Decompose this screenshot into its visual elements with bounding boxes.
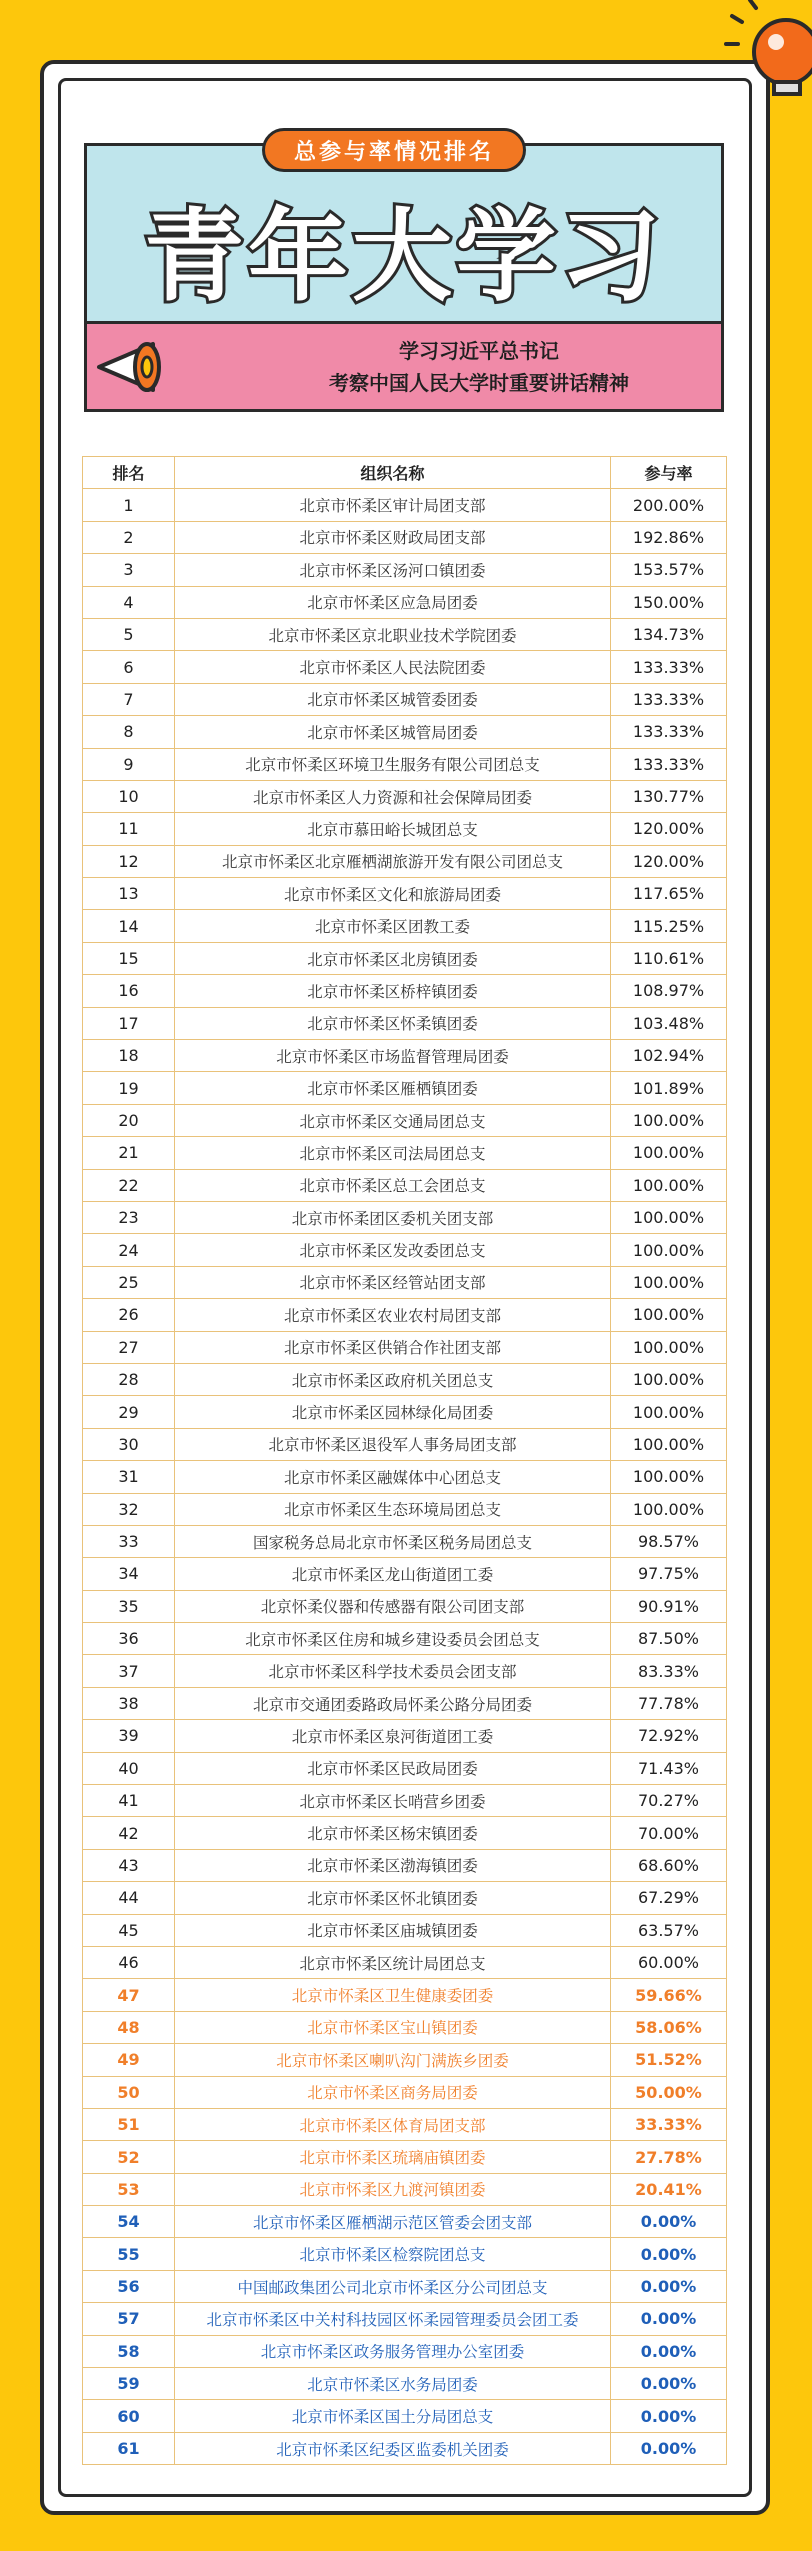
rank-cell: 47	[83, 1979, 175, 2011]
rate-cell: 0.00%	[611, 2206, 727, 2238]
org-cell: 北京市怀柔区人力资源和社会保障局团委	[175, 780, 611, 812]
rate-cell: 83.33%	[611, 1655, 727, 1687]
rate-cell: 100.00%	[611, 1331, 727, 1363]
org-cell: 北京市怀柔区渤海镇团委	[175, 1849, 611, 1881]
org-cell: 北京怀柔仪器和传感器有限公司团支部	[175, 1590, 611, 1622]
rate-cell: 200.00%	[611, 489, 727, 521]
rate-cell: 101.89%	[611, 1072, 727, 1104]
rank-cell: 1	[83, 489, 175, 521]
subtitle-line-2: 考察中国人民大学时重要讲话精神	[329, 370, 629, 395]
org-cell: 北京市怀柔区人民法院团委	[175, 651, 611, 683]
rank-cell: 53	[83, 2173, 175, 2205]
speaker-icon	[93, 338, 163, 396]
table-body	[83, 489, 727, 2465]
org-cell: 北京市怀柔区民政局团委	[175, 1752, 611, 1784]
org-cell: 北京市怀柔区桥梓镇团委	[175, 975, 611, 1007]
rank-cell: 38	[83, 1687, 175, 1719]
rank-cell: 11	[83, 813, 175, 845]
org-cell: 北京市怀柔区农业农村局团支部	[175, 1299, 611, 1331]
org-cell: 北京市怀柔区纪委区监委机关团委	[175, 2432, 611, 2464]
rank-cell: 52	[83, 2141, 175, 2173]
table-row	[83, 1331, 727, 1363]
rank-cell: 42	[83, 1817, 175, 1849]
table-row	[83, 716, 727, 748]
rank-cell: 5	[83, 618, 175, 650]
org-cell: 北京市怀柔区体育局团支部	[175, 2108, 611, 2140]
table-row	[83, 586, 727, 618]
org-cell: 北京市怀柔区科学技术委员会团支部	[175, 1655, 611, 1687]
table-row	[83, 813, 727, 845]
org-cell: 北京市怀柔区供销合作社团支部	[175, 1331, 611, 1363]
org-cell: 北京市怀柔区交通局团总支	[175, 1104, 611, 1136]
rate-cell: 27.78%	[611, 2141, 727, 2173]
rate-cell: 100.00%	[611, 1299, 727, 1331]
rank-cell: 39	[83, 1720, 175, 1752]
rate-cell: 58.06%	[611, 2011, 727, 2043]
org-cell: 北京市怀柔区庙城镇团委	[175, 1914, 611, 1946]
org-cell: 北京市怀柔区检察院团总支	[175, 2238, 611, 2270]
org-cell: 北京市怀柔区融媒体中心团总支	[175, 1461, 611, 1493]
rank-cell: 48	[83, 2011, 175, 2043]
table-row	[83, 1817, 727, 1849]
table-row	[83, 2108, 727, 2140]
rate-cell: 0.00%	[611, 2400, 727, 2432]
rate-cell: 120.00%	[611, 845, 727, 877]
rank-cell: 23	[83, 1201, 175, 1233]
rate-cell: 192.86%	[611, 521, 727, 553]
rank-cell: 21	[83, 1137, 175, 1169]
table-header-row	[83, 457, 727, 489]
rank-cell: 26	[83, 1299, 175, 1331]
rank-cell: 51	[83, 2108, 175, 2140]
org-cell: 北京市怀柔区政府机关团总支	[175, 1363, 611, 1395]
subtitle-line-1: 学习习近平总书记	[399, 338, 559, 363]
rate-cell: 100.00%	[611, 1266, 727, 1298]
rank-cell: 30	[83, 1428, 175, 1460]
rate-cell: 71.43%	[611, 1752, 727, 1784]
table-row	[83, 618, 727, 650]
rank-cell: 41	[83, 1785, 175, 1817]
table-row	[83, 2270, 727, 2302]
rate-cell: 100.00%	[611, 1169, 727, 1201]
rank-cell: 24	[83, 1234, 175, 1266]
org-cell: 北京市怀柔区中关村科技园区怀柔园管理委员会团工委	[175, 2303, 611, 2335]
rank-cell: 50	[83, 2076, 175, 2108]
table-row	[83, 1882, 727, 1914]
org-cell: 北京市怀柔区杨宋镇团委	[175, 1817, 611, 1849]
rank-cell: 34	[83, 1558, 175, 1590]
org-cell: 北京市怀柔区政务服务管理办公室团委	[175, 2335, 611, 2367]
table-row	[83, 554, 727, 586]
rank-cell: 9	[83, 748, 175, 780]
org-cell: 北京市怀柔区城管委团委	[175, 683, 611, 715]
org-cell: 北京市怀柔区怀北镇团委	[175, 1882, 611, 1914]
rate-cell: 77.78%	[611, 1687, 727, 1719]
rank-cell: 29	[83, 1396, 175, 1428]
rank-cell: 40	[83, 1752, 175, 1784]
table-row	[83, 2173, 727, 2205]
table-row	[83, 2011, 727, 2043]
rank-cell: 16	[83, 975, 175, 1007]
table-row	[83, 1234, 727, 1266]
rank-cell: 35	[83, 1590, 175, 1622]
table-row	[83, 2400, 727, 2432]
ranking-table	[82, 456, 727, 2465]
org-cell: 北京市怀柔区发改委团总支	[175, 1234, 611, 1266]
org-cell: 北京市怀柔区北京雁栖湖旅游开发有限公司团总支	[175, 845, 611, 877]
table-row	[83, 1266, 727, 1298]
table-row	[83, 683, 727, 715]
org-cell: 北京市怀柔区泉河街道团工委	[175, 1720, 611, 1752]
org-cell: 北京市怀柔区生态环境局团总支	[175, 1493, 611, 1525]
rate-cell: 0.00%	[611, 2238, 727, 2270]
rank-cell: 14	[83, 910, 175, 942]
org-cell: 国家税务总局北京市怀柔区税务局团总支	[175, 1525, 611, 1557]
rank-cell: 12	[83, 845, 175, 877]
org-cell: 北京市怀柔区经管站团支部	[175, 1266, 611, 1298]
rate-cell: 70.27%	[611, 1785, 727, 1817]
table-row	[83, 2076, 727, 2108]
rate-cell: 100.00%	[611, 1201, 727, 1233]
org-cell: 北京市怀柔区怀柔镇团委	[175, 1007, 611, 1039]
rank-cell: 3	[83, 554, 175, 586]
rate-cell: 0.00%	[611, 2335, 727, 2367]
rate-cell: 102.94%	[611, 1040, 727, 1072]
rank-cell: 18	[83, 1040, 175, 1072]
org-cell: 北京市怀柔区财政局团支部	[175, 521, 611, 553]
table-row	[83, 521, 727, 553]
table-row	[83, 1720, 727, 1752]
table-row	[83, 1785, 727, 1817]
rate-cell: 134.73%	[611, 618, 727, 650]
org-cell: 北京市怀柔区汤河口镇团委	[175, 554, 611, 586]
rank-cell: 22	[83, 1169, 175, 1201]
rate-cell: 98.57%	[611, 1525, 727, 1557]
rank-cell: 44	[83, 1882, 175, 1914]
rank-cell: 58	[83, 2335, 175, 2367]
rank-cell: 8	[83, 716, 175, 748]
table-row	[83, 1040, 727, 1072]
table-row	[83, 2206, 727, 2238]
rank-cell: 25	[83, 1266, 175, 1298]
table-row	[83, 1493, 727, 1525]
table-row	[83, 748, 727, 780]
table-row	[83, 1752, 727, 1784]
table-row	[83, 2335, 727, 2367]
org-cell: 北京市怀柔区应急局团委	[175, 586, 611, 618]
ranking-pill: 总参与率情况排名	[262, 128, 526, 172]
rate-cell: 63.57%	[611, 1914, 727, 1946]
rank-cell: 17	[83, 1007, 175, 1039]
rate-cell: 153.57%	[611, 554, 727, 586]
org-cell: 北京市怀柔区团教工委	[175, 910, 611, 942]
rank-cell: 7	[83, 683, 175, 715]
rate-cell: 0.00%	[611, 2270, 727, 2302]
org-cell: 北京市怀柔区司法局团总支	[175, 1137, 611, 1169]
org-cell: 北京市怀柔区琉璃庙镇团委	[175, 2141, 611, 2173]
rank-cell: 20	[83, 1104, 175, 1136]
rank-cell: 54	[83, 2206, 175, 2238]
rate-cell: 51.52%	[611, 2044, 727, 2076]
rank-cell: 6	[83, 651, 175, 683]
org-cell: 北京市怀柔区园林绿化局团委	[175, 1396, 611, 1428]
table-row	[83, 1849, 727, 1881]
table-row	[83, 1169, 727, 1201]
org-cell: 北京市怀柔团区委机关团支部	[175, 1201, 611, 1233]
org-cell: 中国邮政集团公司北京市怀柔区分公司团总支	[175, 2270, 611, 2302]
table-row	[83, 2432, 727, 2464]
org-cell: 北京市怀柔区市场监督管理局团委	[175, 1040, 611, 1072]
org-cell: 北京市怀柔区卫生健康委团委	[175, 1979, 611, 2011]
rate-cell: 87.50%	[611, 1623, 727, 1655]
rate-cell: 133.33%	[611, 716, 727, 748]
rate-cell: 150.00%	[611, 586, 727, 618]
rate-cell: 117.65%	[611, 878, 727, 910]
rate-cell: 115.25%	[611, 910, 727, 942]
rate-cell: 68.60%	[611, 1849, 727, 1881]
rate-cell: 133.33%	[611, 683, 727, 715]
rate-cell: 108.97%	[611, 975, 727, 1007]
table-row	[83, 2141, 727, 2173]
table-row	[83, 1979, 727, 2011]
rate-cell: 100.00%	[611, 1234, 727, 1266]
table-row	[83, 2303, 727, 2335]
rate-cell: 100.00%	[611, 1137, 727, 1169]
table-row	[83, 1299, 727, 1331]
table-row	[83, 1363, 727, 1395]
org-cell: 北京市怀柔区水务局团委	[175, 2368, 611, 2400]
rank-cell: 59	[83, 2368, 175, 2400]
org-cell: 北京市怀柔区长哨营乡团委	[175, 1785, 611, 1817]
rank-cell: 36	[83, 1623, 175, 1655]
rank-cell: 57	[83, 2303, 175, 2335]
rank-cell: 37	[83, 1655, 175, 1687]
table-row	[83, 1461, 727, 1493]
main-title: 青年大学习	[144, 198, 664, 315]
rate-cell: 120.00%	[611, 813, 727, 845]
rank-cell: 46	[83, 1946, 175, 1978]
rank-cell: 10	[83, 780, 175, 812]
table-row	[83, 2044, 727, 2076]
table-row	[83, 1072, 727, 1104]
org-cell: 北京市怀柔区京北职业技术学院团委	[175, 618, 611, 650]
org-cell: 北京市怀柔区住房和城乡建设委员会团总支	[175, 1623, 611, 1655]
rate-cell: 110.61%	[611, 942, 727, 974]
org-cell: 北京市怀柔区宝山镇团委	[175, 2011, 611, 2043]
table-row	[83, 1525, 727, 1557]
rank-cell: 31	[83, 1461, 175, 1493]
rate-cell: 0.00%	[611, 2303, 727, 2335]
subtitle-text	[237, 324, 721, 409]
table-row	[83, 1007, 727, 1039]
column-header-rank: 排名	[83, 457, 175, 489]
table-row	[83, 1946, 727, 1978]
rank-cell: 28	[83, 1363, 175, 1395]
org-cell: 北京市怀柔区总工会团总支	[175, 1169, 611, 1201]
rank-cell: 45	[83, 1914, 175, 1946]
rate-cell: 20.41%	[611, 2173, 727, 2205]
org-cell: 北京市怀柔区商务局团委	[175, 2076, 611, 2108]
rank-cell: 19	[83, 1072, 175, 1104]
table-row	[83, 1428, 727, 1460]
rank-cell: 2	[83, 521, 175, 553]
table-row	[83, 1558, 727, 1590]
org-cell: 北京市怀柔区文化和旅游局团委	[175, 878, 611, 910]
rate-cell: 100.00%	[611, 1461, 727, 1493]
table-row	[83, 2368, 727, 2400]
org-cell: 北京市慕田峪长城团总支	[175, 813, 611, 845]
rate-cell: 59.66%	[611, 1979, 727, 2011]
org-cell: 北京市怀柔区环境卫生服务有限公司团总支	[175, 748, 611, 780]
lightbulb-icon	[716, 0, 812, 110]
rate-cell: 0.00%	[611, 2368, 727, 2400]
table-row	[83, 1201, 727, 1233]
column-header-org: 组织名称	[175, 457, 611, 489]
org-cell: 北京市怀柔区退役军人事务局团支部	[175, 1428, 611, 1460]
rate-cell: 50.00%	[611, 2076, 727, 2108]
table-row	[83, 1396, 727, 1428]
table-row	[83, 1590, 727, 1622]
rank-cell: 33	[83, 1525, 175, 1557]
table-row	[83, 1914, 727, 1946]
rate-cell: 100.00%	[611, 1396, 727, 1428]
rate-cell: 100.00%	[611, 1363, 727, 1395]
rate-cell: 133.33%	[611, 651, 727, 683]
rank-cell: 13	[83, 878, 175, 910]
column-header-rate: 参与率	[611, 457, 727, 489]
rate-cell: 130.77%	[611, 780, 727, 812]
rate-cell: 60.00%	[611, 1946, 727, 1978]
table-row	[83, 975, 727, 1007]
rank-cell: 61	[83, 2432, 175, 2464]
table-row	[83, 780, 727, 812]
table-row	[83, 942, 727, 974]
table-row	[83, 1623, 727, 1655]
org-cell: 北京市怀柔区审计局团支部	[175, 489, 611, 521]
table-row	[83, 845, 727, 877]
table-row	[83, 1687, 727, 1719]
rank-cell: 56	[83, 2270, 175, 2302]
org-cell: 北京市怀柔区九渡河镇团委	[175, 2173, 611, 2205]
rate-cell: 70.00%	[611, 1817, 727, 1849]
subtitle-banner	[84, 324, 724, 412]
rank-cell: 55	[83, 2238, 175, 2270]
table-row	[83, 2238, 727, 2270]
rank-cell: 49	[83, 2044, 175, 2076]
rate-cell: 72.92%	[611, 1720, 727, 1752]
table-row	[83, 1104, 727, 1136]
rank-cell: 4	[83, 586, 175, 618]
rank-cell: 60	[83, 2400, 175, 2432]
rate-cell: 0.00%	[611, 2432, 727, 2464]
table-row	[83, 651, 727, 683]
org-cell: 北京市怀柔区城管局团委	[175, 716, 611, 748]
org-cell: 北京市怀柔区国土分局团总支	[175, 2400, 611, 2432]
org-cell: 北京市怀柔区雁栖湖示范区管委会团支部	[175, 2206, 611, 2238]
org-cell: 北京市怀柔区龙山街道团工委	[175, 1558, 611, 1590]
table-row	[83, 489, 727, 521]
table-row	[83, 910, 727, 942]
rate-cell: 100.00%	[611, 1428, 727, 1460]
table-row	[83, 878, 727, 910]
rank-cell: 27	[83, 1331, 175, 1363]
org-cell: 北京市交通团委路政局怀柔公路分局团委	[175, 1687, 611, 1719]
rank-cell: 32	[83, 1493, 175, 1525]
rate-cell: 67.29%	[611, 1882, 727, 1914]
rate-cell: 100.00%	[611, 1493, 727, 1525]
org-cell: 北京市怀柔区喇叭沟门满族乡团委	[175, 2044, 611, 2076]
rate-cell: 33.33%	[611, 2108, 727, 2140]
table-row	[83, 1655, 727, 1687]
org-cell: 北京市怀柔区雁栖镇团委	[175, 1072, 611, 1104]
org-cell: 北京市怀柔区统计局团总支	[175, 1946, 611, 1978]
rate-cell: 100.00%	[611, 1104, 727, 1136]
rank-cell: 15	[83, 942, 175, 974]
table-row	[83, 1137, 727, 1169]
rate-cell: 103.48%	[611, 1007, 727, 1039]
rank-cell: 43	[83, 1849, 175, 1881]
org-cell: 北京市怀柔区北房镇团委	[175, 942, 611, 974]
rate-cell: 90.91%	[611, 1590, 727, 1622]
rate-cell: 133.33%	[611, 748, 727, 780]
rate-cell: 97.75%	[611, 1558, 727, 1590]
